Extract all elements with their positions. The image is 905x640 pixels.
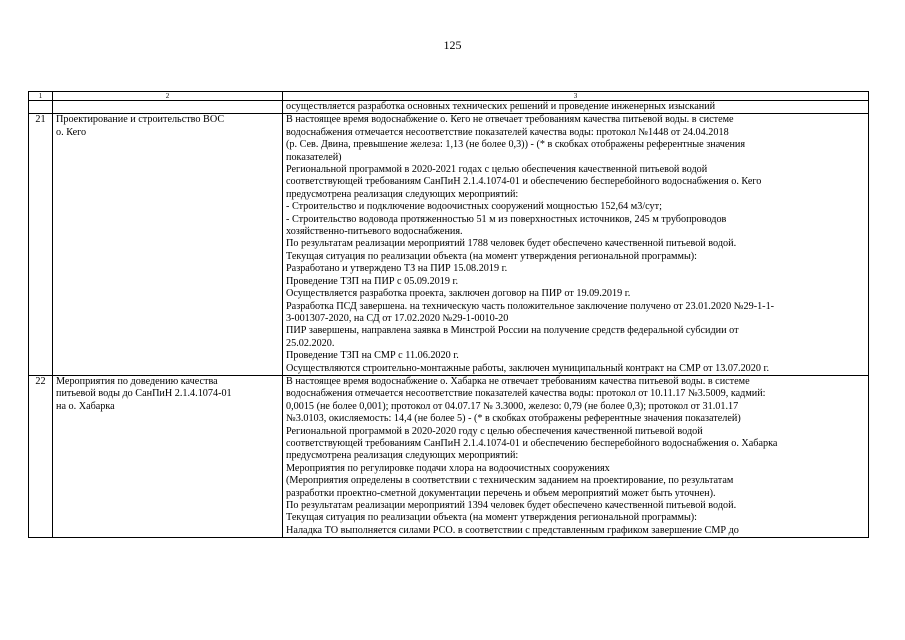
table-row bbox=[29, 114, 869, 376]
text-line: (Мероприятия определены в соответствии с техническим заданием на проектирование, по результатам bbox=[286, 475, 734, 487]
text-line: ПИР завершены, направлена заявка в Минстрой России на получение средств федеральной субсидии от bbox=[286, 325, 739, 337]
text-line: предусмотрена реализация следующих мероприятий: bbox=[286, 450, 519, 462]
text-line: о. Кего bbox=[56, 126, 87, 138]
text-line: предусмотрена реализация следующих мероприятий: bbox=[286, 188, 519, 200]
text-line: Проектирование и строительство ВОС bbox=[56, 114, 225, 126]
text-line: Региональной программой в 2020-2021 годах с целью обеспечения качественной питьевой водой bbox=[286, 164, 708, 176]
text-line: - Строительство водовода протяженностью 51 м из поверхностных источников, 245 м трубопроводов bbox=[286, 213, 727, 225]
text-line: 25.02.2020. bbox=[286, 337, 335, 349]
text-line: Региональной программой в 2020-2020 году с целью обеспечения качественной питьевой водой bbox=[286, 425, 703, 437]
column-number-row bbox=[29, 92, 869, 101]
text-line: питьевой воды до СанПиН 2.1.4.1074-01 bbox=[56, 388, 232, 400]
text-line: водоснабжения отмечается несоответствие показателей качества воды: протокол от 10.11.17 №3.5009, кадмий: bbox=[286, 388, 766, 400]
continuation-name-cell bbox=[53, 101, 283, 114]
text-line: - Строительство и подключение водоочистных сооружений мощностью 152,64 м3/сут; bbox=[286, 201, 662, 213]
text-line: Проведение ТЗП на СМР с 11.06.2020 г. bbox=[286, 350, 459, 362]
measure-description bbox=[283, 114, 869, 376]
text-line: соответствующей требованиям СанПиН 2.1.4.1074-01 и обеспечению бесперебойного водоснабжения о. Хабарка bbox=[286, 437, 778, 449]
text-line: 3-001307-2020, на СД от 17.02.2020 №29-1-0010-20 bbox=[286, 312, 509, 324]
text-line: В настоящее время водоснабжение о. Кего не отвечает требованиям качества питьевой воды. в системе bbox=[286, 114, 734, 126]
text-line: Осуществляется разработка проекта, заключен договор на ПИР от 19.09.2019 г. bbox=[286, 288, 631, 300]
text-line: Разработка ПСД завершена. на техническую часть положительное заключение получено от 23.01.2020 №29-1-1- bbox=[286, 300, 775, 312]
text-line: Текущая ситуация по реализации объекта (на момент утверждения региональной программы): bbox=[286, 512, 698, 524]
row-number: 21 bbox=[29, 114, 53, 376]
text-line: 0,0015 (не более 0,001); протокол от 04.07.17 № 3.3000, железо: 0,79 (не более 0,3); протокол от 31.01.17 bbox=[286, 400, 739, 412]
measure-name bbox=[53, 375, 283, 537]
text-line: В настоящее время водоснабжение о. Хабарка не отвечает требованиям качества питьевой воды. в системе bbox=[286, 375, 750, 387]
text-line: хозяйственно-питьевого водоснабжения. bbox=[286, 226, 463, 238]
table-row bbox=[29, 375, 869, 537]
text-line: Текущая ситуация по реализации объекта (на момент утверждения региональной программы): bbox=[286, 250, 698, 262]
column-number-1: 1 bbox=[29, 92, 53, 101]
measure-description bbox=[283, 375, 869, 537]
text-line: Наладка ТО выполняется силами РСО. в соответствии с представленным графиком завершение СМР до bbox=[286, 524, 739, 536]
text-line: По результатам реализации мероприятий 1394 человек будет обеспечено качественной питьевой водой. bbox=[286, 500, 737, 511]
text-line: разработки проектно-сметной документации перечень и объем мероприятий может быть уточнен). bbox=[286, 487, 716, 499]
text-line: Проведение ТЗП на ПИР с 05.09.2019 г. bbox=[286, 275, 459, 287]
continuation-number-cell bbox=[29, 101, 53, 114]
text-line: Мероприятия по доведению качества bbox=[56, 375, 218, 387]
text-line: №3.0103, окисляемость: 14,4 (не более 5) - (* в скобках отображены референтные значения показателей) bbox=[286, 413, 741, 425]
text-line: (р. Сев. Двина, превышение железа: 1,13 (не более 0,3)) - (* в скобках отображены референтные значения bbox=[286, 139, 746, 151]
measure-name bbox=[53, 114, 283, 376]
text-line: Мероприятия по регулировке подачи хлора на водоочистных сооружениях bbox=[286, 462, 610, 474]
page-number: 125 bbox=[443, 38, 462, 52]
text-line: на о. Хабарка bbox=[56, 400, 115, 412]
continuation-row bbox=[29, 101, 869, 114]
row-number: 22 bbox=[29, 375, 53, 537]
column-number-2: 2 bbox=[53, 92, 283, 101]
text-line: Осуществляются строительно-монтажные работы, заключен муниципальный контракт на СМР от 13.07.2020 г. bbox=[286, 362, 770, 374]
text-line: Разработано и утверждено ТЗ на ПИР 15.08.2019 г. bbox=[286, 263, 508, 275]
text-line: водоснабжения отмечается несоответствие показателей качества воды: протокол №1448 от 24.04.2018 bbox=[286, 126, 729, 138]
text-line: показателей) bbox=[286, 151, 342, 163]
column-number-3: 3 bbox=[283, 92, 869, 101]
continuation-text: осуществляется разработка основных технических решений и проведение инженерных изысканий bbox=[283, 101, 869, 114]
text-line: По результатам реализации мероприятий 1788 человек будет обеспечено качественной питьевой водой. bbox=[286, 238, 737, 250]
measures-table bbox=[28, 91, 869, 538]
text-line: соответствующей требованиям СанПиН 2.1.4.1074-01 и обеспечению бесперебойного водоснабжения о. Кего bbox=[286, 176, 762, 188]
